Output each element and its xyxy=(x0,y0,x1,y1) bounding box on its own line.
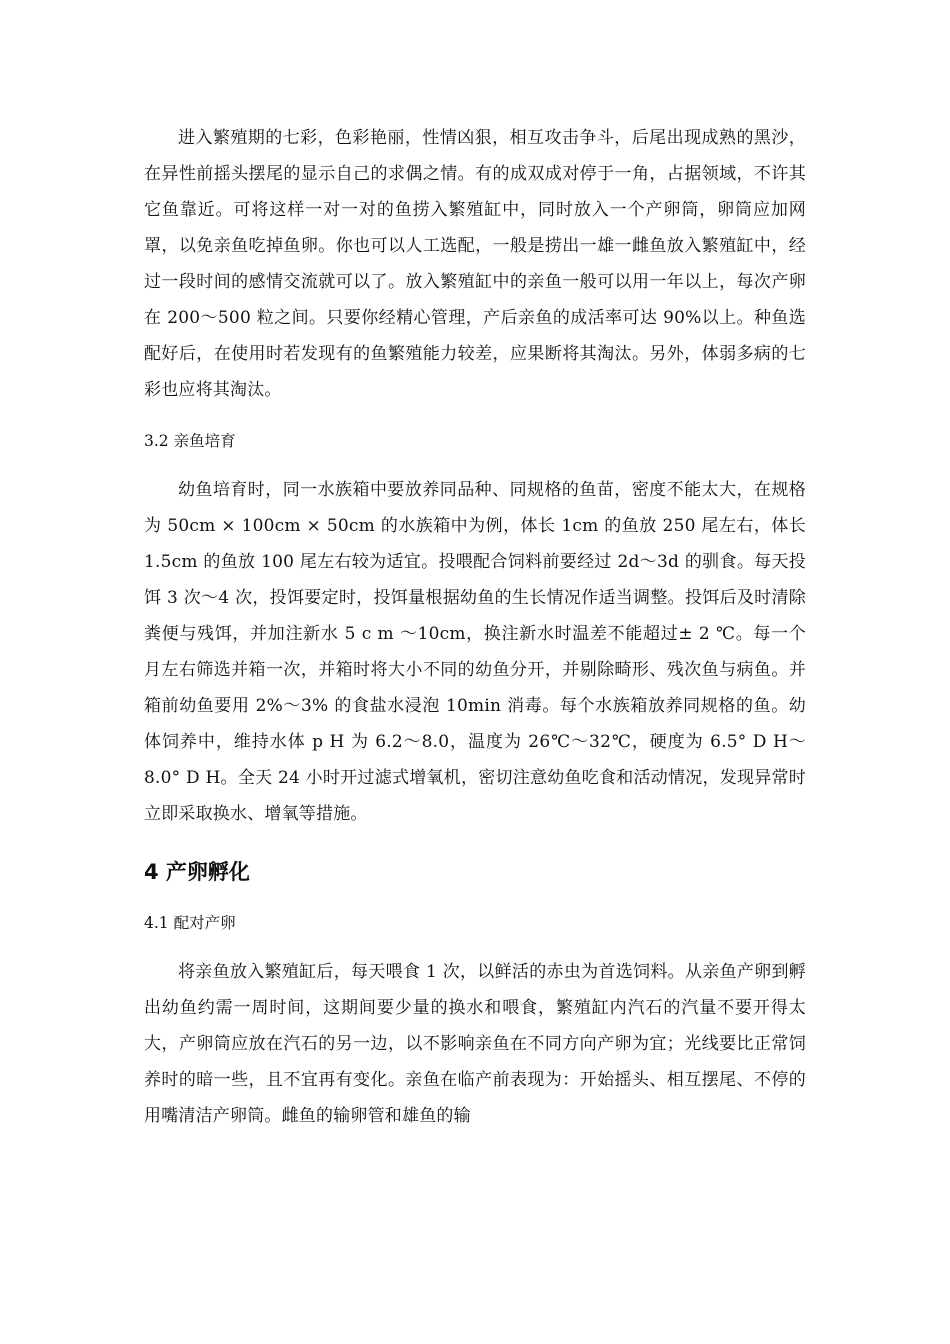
document-page xyxy=(144,120,806,1134)
section-subheading: 3.2 亲鱼培育 xyxy=(144,432,236,450)
body-paragraph: 进入繁殖期的七彩，色彩艳丽，性情凶狠，相互攻击争斗，后尾出现成熟的黑沙，在异性前摇头摆尾的显示自己的求偶之情。有的成双成对停于一角，占据领域，不许其它鱼靠近。可将这样一对一对的鱼捞入繁殖缸中，同时放入一个产卵筒，卵筒应加网罩，以免亲鱼吃掉鱼卵。你也可以人工选配，一般是捞出一雄一雌鱼放入繁殖缸中，经过一段时间的感情交流就可以了。放入繁殖缸中的亲鱼一般可以用一年以上，每次产卵在 200～500 粒之间。只要你经精心管理，产后亲鱼的成活率可达 90%以上。种鱼选配好后，在使用时若发现有的鱼繁殖能力较差，应果断将其淘汰。另外，体弱多病的七彩也应将其淘汰。 xyxy=(144,128,806,400)
section-heading: 4 产卵孵化 xyxy=(144,860,250,884)
body-paragraph: 幼鱼培育时，同一水族箱中要放养同品种、同规格的鱼苗，密度不能太大，在规格为 50cm × 100cm × 50cm 的水族箱中为例，体长 1cm 的鱼放 250 尾左右，体长 1.5cm 的鱼放 100 尾左右较为适宜。投喂配合饲料前要经过 2d～3d 的驯食。每天投饵 3 次～4 次，投饵要定时，投饵量根据幼鱼的生长情况作适当调整。投饵后及时清除粪便与残饵，并加注新水 5 c m ～10cm，换注新水时温差不能超过± 2 ℃。每一个月左右筛选并箱一次，并箱时将大小不同的幼鱼分开，并剔除畸形、残次鱼与病鱼。并箱前幼鱼要用 2%～3% 的食盐水浸泡 10min 消毒。每个水族箱放养同规格的鱼。幼体饲养中，维持水体 p H 为 6.2～8.0，温度为 26℃～32℃，硬度为 6.5° D H～8.0° D H。全天 24 小时开过滤式增氧机，密切注意幼鱼吃食和活动情况，发现异常时立即采取换水、增氧等措施。 xyxy=(144,480,806,824)
body-paragraph: 将亲鱼放入繁殖缸后，每天喂食 1 次，以鲜活的赤虫为首选饲料。从亲鱼产卵到孵出幼鱼约需一周时间，这期间要少量的换水和喂食，繁殖缸内汽石的汽量不要开得太大，产卵筒应放在汽石的另一边，以不影响亲鱼在不同方向产卵为宜；光线要比正常饲养时的暗一些，且不宜再有变化。亲鱼在临产前表现为：开始摇头、相互摆尾、不停的用嘴清洁产卵筒。雌鱼的输卵管和雄鱼的输 xyxy=(144,962,806,1126)
section-subheading: 4.1 配对产卵 xyxy=(144,914,236,932)
